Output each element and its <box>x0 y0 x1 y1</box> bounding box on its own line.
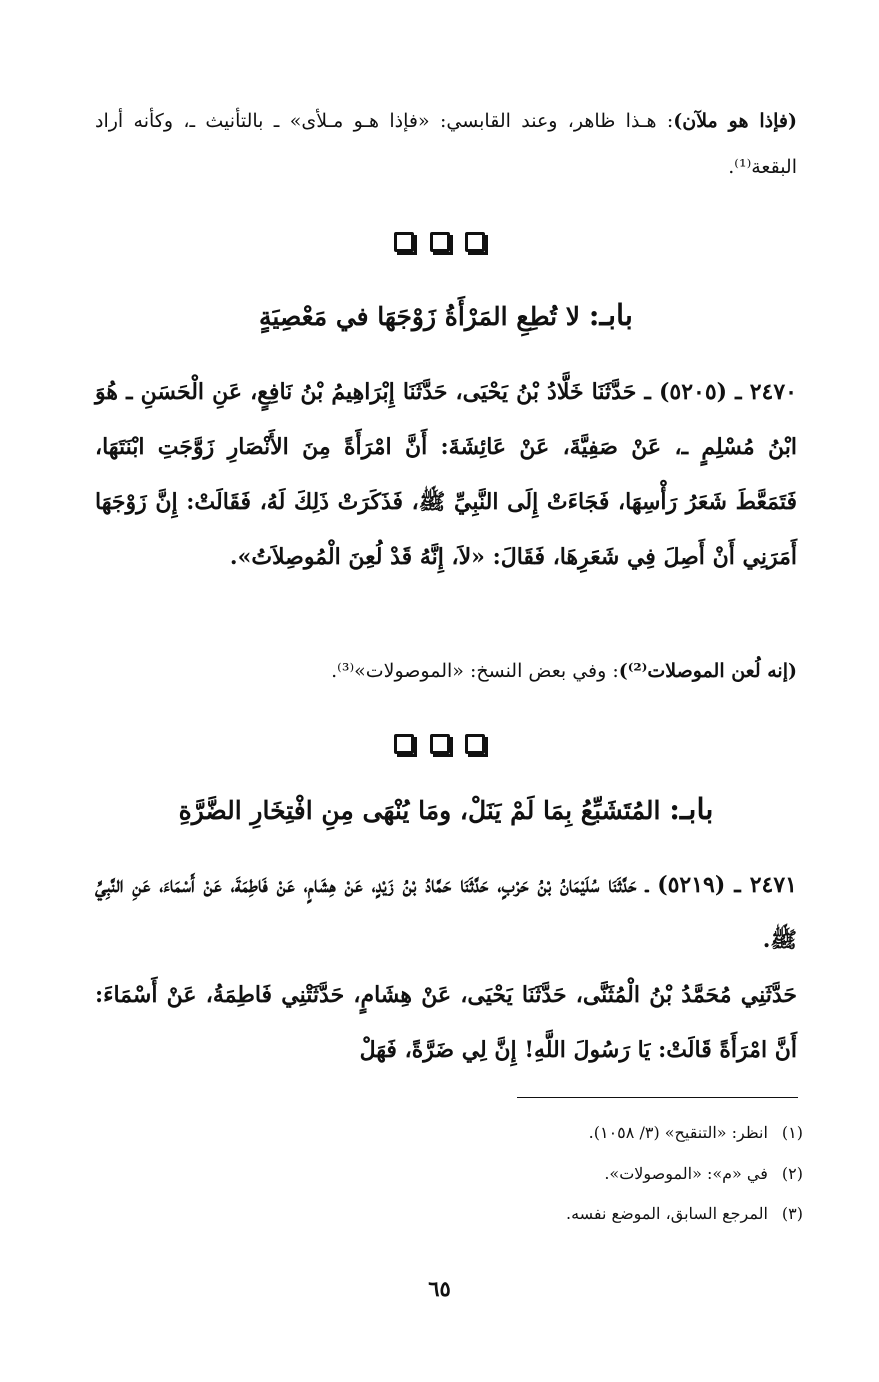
commentary-note-2 <box>95 648 797 694</box>
chapter-title: لا تُطِعِ المَرْأَةُ زَوْجَهَا في مَعْصِيَةٍ <box>259 302 581 331</box>
square-ornament-icon <box>430 734 450 754</box>
commentary-note-1 <box>95 98 797 190</box>
chapter-heading <box>95 792 797 826</box>
section-separator <box>0 232 879 256</box>
hadith-text: حَدَّثَنِي مُحَمَّدُ بْنُ الْمُثَنَّى، حَدَّثَنَا يَحْيَى، عَنْ هِشَامٍ، حَدَّثَتْنِي فَاطِمَةُ، عَنْ أَسْمَاءَ: أَنَّ امْرَأَةً قَالَتْ: يَا رَسُولَ اللَّهِ! إِنَّ لِي ضَرَّةً، فَهَلْ <box>95 982 797 1063</box>
section-separator <box>0 734 879 758</box>
footnote <box>95 1123 803 1143</box>
note-lemma: (فإذا هو ملآن) <box>673 110 797 132</box>
hadith-text: ٢٤٧١ ـ (٥٢١٩) ـ حَدَّثَنَا سُلَيْمَانُ بْنُ حَرْبٍ، حَدَّثَنَا حَمَّادُ بْنُ زَيْدٍ، عَنْ هِشَامٍ، عَنْ فَاطِمَةَ، عَنْ أَسْمَاءَ، عَنِ النَّبِيِّ ﷺ. <box>95 872 797 953</box>
note-text: : هـذا ظاهر، وعند القابسي: «فإذا هـو مـلأى» ـ بالتأنيث ـ، وكأنه أراد البقعة⁽¹⁾. <box>95 110 797 178</box>
footnote-text: انظر: «التنقيح» (٣/ ١٠٥٨). <box>588 1123 768 1142</box>
footnote <box>95 1204 803 1224</box>
square-ornament-icon <box>394 734 414 754</box>
footnote <box>95 1164 803 1184</box>
square-ornament-icon <box>394 232 414 252</box>
page-number: ٦٥ <box>428 1276 451 1301</box>
footnote-text: المرجع السابق، الموضع نفسه. <box>565 1204 768 1223</box>
chapter-label: بابـ: <box>669 792 714 826</box>
chapter-title: المُتَشَبِّعُ بِمَا لَمْ يَنَلْ، ومَا يُنْهَى مِنِ افْتِخَارِ الضَّرَّةِ <box>178 796 661 825</box>
chapter-label: بابـ: <box>588 298 633 332</box>
hadith-text: ٢٤٧٠ ـ (٥٢٠٥) ـ حَدَّثَنَا خَلَّادُ بْنُ يَحْيَى، حَدَّثَنَا إِبْرَاهِيمُ بْنُ نَافِعٍ، عَنِ الْحَسَنِ ـ هُوَ ابْنُ مُسْلِمٍ ـ، عَنْ صَفِيَّةَ، عَنْ عَائِشَةَ: أَنَّ امْرَأَةً مِنَ الأَنْصَارِ زَوَّجَتِ ابْنَتَهَا، فَتَمَعَّطَ شَعَرُ رَأْسِهَا، فَجَاءَتْ إِلَى النَّبِيِّ ﷺ، فَذَكَرَتْ ذَلِكَ لَهُ، فَقَالَتْ: إِنَّ زَوْجَهَا أَمَرَنِي أَنْ أَصِلَ فِي شَعَرِهَا، فَقَالَ: «لاَ، إِنَّهُ قَدْ لُعِنَ الْمُوصِلاَتُ». <box>95 379 797 570</box>
footnote-text: في «م»: «الموصولات». <box>604 1164 768 1183</box>
footnote-number: (١) <box>781 1123 803 1142</box>
square-ornament-icon <box>430 232 450 252</box>
footnote-number: (٢) <box>781 1164 803 1183</box>
note-text: : وفي بعض النسخ: «الموصولات»⁽³⁾. <box>331 660 619 682</box>
square-ornament-icon <box>465 734 485 754</box>
note-lemma: (إنه لُعن الموصلات⁽²⁾) <box>618 660 797 682</box>
footnote-divider <box>517 1097 798 1098</box>
square-ornament-icon <box>465 232 485 252</box>
chapter-heading <box>95 298 797 332</box>
footnote-number: (٣) <box>781 1204 803 1223</box>
